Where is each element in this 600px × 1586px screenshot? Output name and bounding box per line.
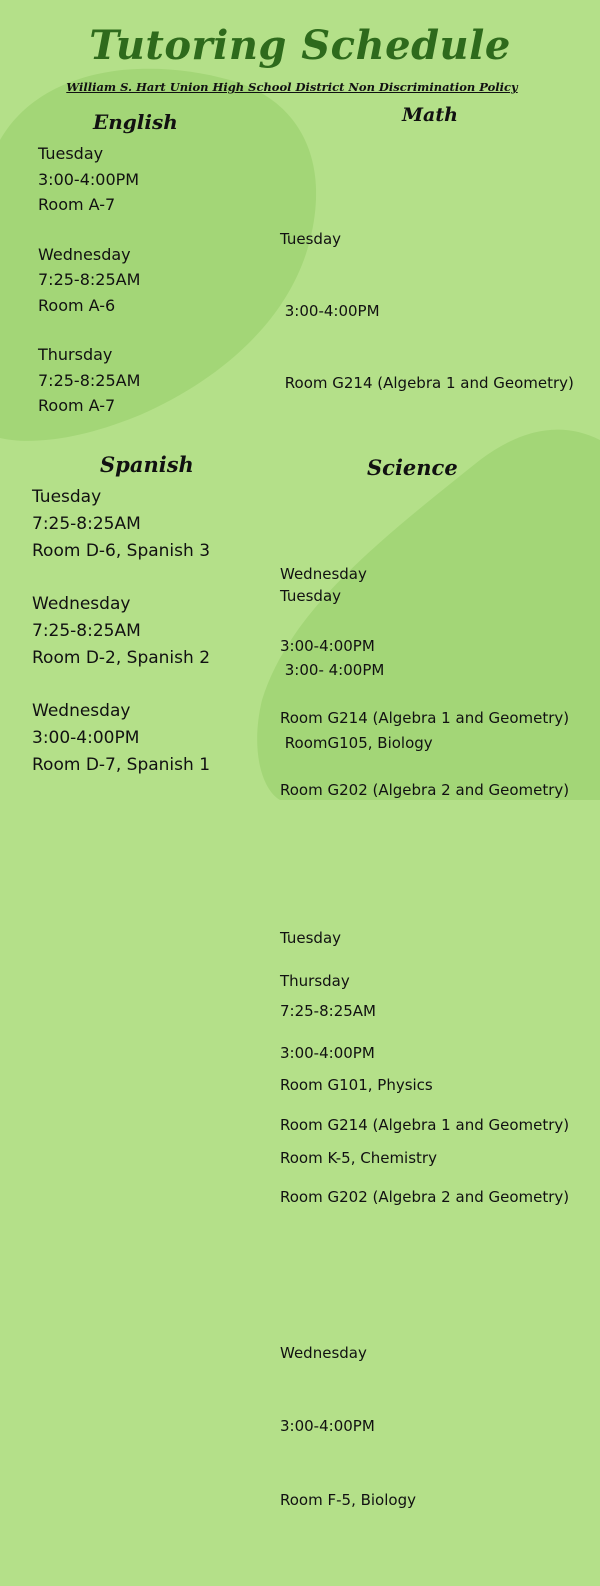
session-time: 7:25-8:25AM: [280, 1002, 376, 1020]
english-heading: English: [93, 110, 178, 134]
session-room: Room D-6, Spanish 3: [32, 541, 211, 561]
session-room: Room G202 (Algebra 2 and Geometry): [280, 1188, 570, 1206]
policy-link[interactable]: William S. Hart Union High School District Non Discrimination Policy: [66, 80, 518, 94]
session-time: 3:00- 4:00PM: [280, 660, 385, 679]
spanish-schedule: [32, 484, 210, 779]
session-time: 3:00-4:00PM: [280, 1417, 375, 1435]
spanish-heading: Spanish: [100, 452, 194, 477]
spanish-session: [32, 698, 210, 779]
english-session: [38, 342, 140, 419]
session-day: Wednesday: [280, 565, 367, 583]
session-room: Room A-7: [38, 396, 116, 415]
session-room: Room A-6: [38, 295, 116, 315]
session-room: Room G101, Physics: [280, 1075, 433, 1094]
session-day: Wednesday: [32, 701, 131, 721]
english-session: [38, 141, 140, 218]
session-day: Tuesday: [280, 587, 342, 605]
science-session: [280, 1292, 437, 1562]
session-room: Room D-7, Spanish 1: [32, 755, 211, 775]
session-room: Room G214 (Algebra 1 and Geometry): [280, 374, 574, 392]
session-time: 3:00-4:00PM: [280, 302, 380, 320]
session-room: Room G214 (Algebra 1 and Geometry): [280, 709, 570, 727]
session-room: Room G202 (Algebra 2 and Geometry): [280, 781, 570, 799]
session-day: Wednesday: [38, 244, 131, 264]
math-session: [280, 179, 574, 443]
session-room: Room K-5, Chemistry: [280, 1149, 437, 1167]
session-room: Room A-7: [38, 195, 116, 214]
session-time: 3:00-4:00PM: [280, 637, 375, 655]
english-schedule: [38, 141, 140, 419]
math-heading: Math: [402, 104, 458, 126]
session-day: Tuesday: [32, 487, 102, 507]
session-room: Room F-5, Biology: [280, 1490, 416, 1509]
science-session: [280, 877, 437, 1220]
session-time: 3:00-4:00PM: [38, 169, 140, 189]
session-time: 3:00-4:00PM: [32, 728, 140, 748]
session-room: Room G214 (Algebra 1 and Geometry): [280, 1116, 570, 1134]
page-title: Tutoring Schedule: [89, 22, 511, 69]
science-session: [280, 535, 437, 805]
science-schedule: [280, 486, 437, 1586]
session-time: 7:25-8:25AM: [38, 370, 141, 390]
session-day: Thursday: [38, 345, 113, 364]
session-time: 7:25-8:25AM: [38, 270, 141, 289]
session-day: Thursday: [280, 972, 350, 990]
science-heading: Science: [367, 455, 458, 480]
session-time: 7:25-8:25AM: [32, 621, 141, 641]
spanish-session: [32, 591, 210, 672]
session-day: Wednesday: [280, 1343, 367, 1362]
session-day: Tuesday: [38, 144, 104, 163]
session-room: Room D-2, Spanish 2: [32, 648, 211, 668]
spanish-session: [32, 484, 210, 565]
english-session: [38, 242, 140, 319]
session-time: 3:00-4:00PM: [280, 1044, 375, 1062]
session-day: Tuesday: [280, 928, 342, 947]
session-day: Wednesday: [32, 594, 131, 614]
session-day: Tuesday: [280, 230, 342, 248]
session-time: 7:25-8:25AM: [32, 514, 141, 534]
session-room: RoomG105, Biology: [280, 734, 433, 752]
